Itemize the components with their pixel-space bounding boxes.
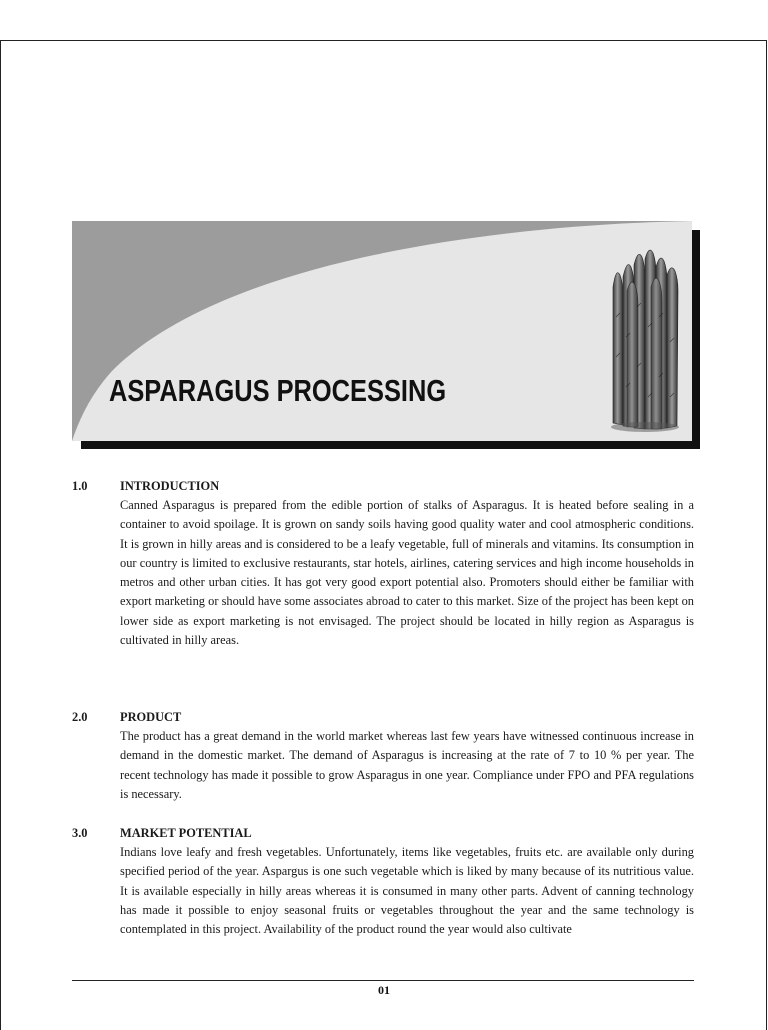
section-body: The product has a great demand in the world market whereas last few years have witnessed continuous increase in demand in the domestic market. The demand of Asparagus is increasing at the rate of 7 to 10 % per year. The recent technology has made it possible to grow Asparagus in one year. Compliance under FPO and PFA regulations is necessary. [120,729,694,801]
section-heading [72,477,694,496]
section-introduction [72,477,694,650]
page-title: ASPARAGUS PROCESSING [109,373,447,408]
section-body: Canned Asparagus is prepared from the edible portion of stalks of Asparagus. It is heated before sealing in a container to avoid spoilage. It is grown on sandy soils having good quality water and cool atmospheric conditions. It is grown in hilly areas and is considered to be a leafy vegetable, full of minerals and vitamins. Its consumption in our country is limited to exclusive restaurants, star hotels, airlines, catering services and high income households in metros and other urban cities. It has got very good export potential also. Promoters should either be familiar with export marketing or should have some associates abroad to cater to this market. Size of the project has been kept on lower side as export marketing is not envisaged. The project should be located in hilly region as Asparagus is cultivated in hilly areas. [120,498,694,648]
section-body: Indians love leafy and fresh vegetables. Unfortunately, items like vegetables, fruits etc. are available only during specified period of the year. Aspargus is one such vegetable which is liked by many because of its nutritious value. It is available especially in hilly areas whereas it is consumed in many other parts. Advent of canning technology has made it possible to enjoy seasonal fruits or vegetables throughout the year and the same technology is contemplated in this project. Availability of the product round the year would also cultivate [120,845,694,937]
section-title: MARKET POTENTIAL [120,826,252,840]
section-number: 1.0 [72,479,88,493]
section-product [72,708,694,804]
section-market-potential [72,824,694,939]
asparagus-image [607,247,687,433]
page-number: 01 [378,983,390,997]
title-banner [72,221,692,441]
section-number: 3.0 [72,826,88,840]
section-number: 2.0 [72,710,88,724]
footer-rule [72,980,694,981]
section-title: INTRODUCTION [120,479,220,493]
section-heading [72,708,694,727]
section-heading [72,824,694,843]
section-title: PRODUCT [120,710,182,724]
